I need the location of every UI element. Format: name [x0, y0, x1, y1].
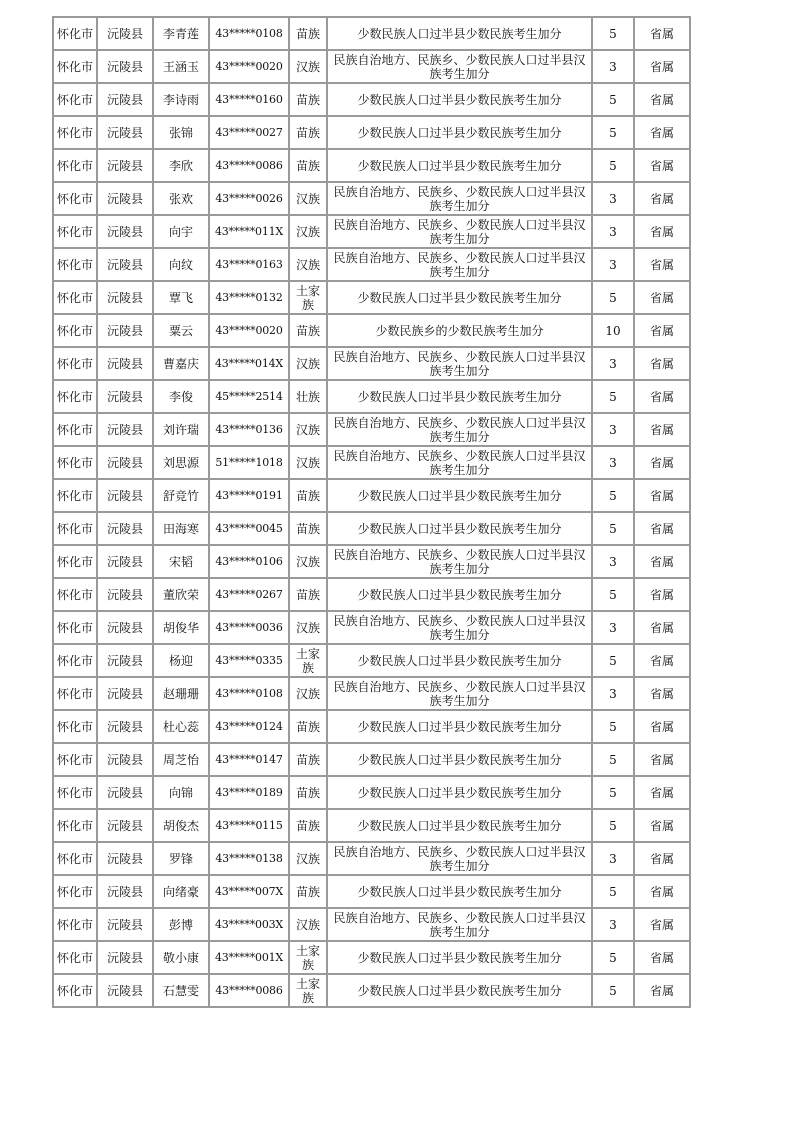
- bonus-reason-cell: 少数民族人口过半县少数民族考生加分: [327, 743, 592, 776]
- city-cell: 怀化市: [53, 941, 97, 974]
- id-number-cell: 43*****0163: [209, 248, 289, 281]
- name-cell: 向锦: [153, 776, 209, 809]
- bonus-points-cell: 5: [592, 149, 634, 182]
- city-cell: 怀化市: [53, 710, 97, 743]
- county-cell: 沅陵县: [97, 116, 153, 149]
- bonus-points-cell: 5: [592, 281, 634, 314]
- name-cell: 石慧雯: [153, 974, 209, 1007]
- ethnicity-cell: 苗族: [289, 512, 327, 545]
- bonus-reason-cell: 民族自治地方、民族乡、少数民族人口过半县汉族考生加分: [327, 50, 592, 83]
- ethnicity-cell: 土家族: [289, 974, 327, 1007]
- bonus-reason-cell: 民族自治地方、民族乡、少数民族人口过半县汉族考生加分: [327, 248, 592, 281]
- level-cell: 省属: [634, 776, 690, 809]
- id-number-cell: 43*****0086: [209, 974, 289, 1007]
- id-number-cell: 43*****0045: [209, 512, 289, 545]
- city-cell: 怀化市: [53, 578, 97, 611]
- level-cell: 省属: [634, 281, 690, 314]
- city-cell: 怀化市: [53, 83, 97, 116]
- name-cell: 杜心蕊: [153, 710, 209, 743]
- county-cell: 沅陵县: [97, 479, 153, 512]
- table-row: [53, 149, 690, 182]
- ethnicity-cell: 汉族: [289, 677, 327, 710]
- id-number-cell: 43*****0147: [209, 743, 289, 776]
- id-number-cell: 51*****1018: [209, 446, 289, 479]
- bonus-reason-cell: 民族自治地方、民族乡、少数民族人口过半县汉族考生加分: [327, 446, 592, 479]
- county-cell: 沅陵县: [97, 380, 153, 413]
- ethnicity-cell: 苗族: [289, 314, 327, 347]
- table-row: [53, 941, 690, 974]
- name-cell: 彭博: [153, 908, 209, 941]
- ethnicity-cell: 苗族: [289, 710, 327, 743]
- bonus-points-cell: 3: [592, 611, 634, 644]
- name-cell: 张欢: [153, 182, 209, 215]
- county-cell: 沅陵县: [97, 974, 153, 1007]
- table-row: [53, 908, 690, 941]
- city-cell: 怀化市: [53, 644, 97, 677]
- ethnicity-cell: 苗族: [289, 17, 327, 50]
- name-cell: 宋韬: [153, 545, 209, 578]
- bonus-points-cell: 3: [592, 347, 634, 380]
- bonus-reason-cell: 少数民族人口过半县少数民族考生加分: [327, 875, 592, 908]
- id-number-cell: 43*****0108: [209, 17, 289, 50]
- bonus-reason-cell: 少数民族人口过半县少数民族考生加分: [327, 17, 592, 50]
- table-row: [53, 380, 690, 413]
- level-cell: 省属: [634, 479, 690, 512]
- id-number-cell: 43*****0138: [209, 842, 289, 875]
- level-cell: 省属: [634, 182, 690, 215]
- id-number-cell: 43*****0026: [209, 182, 289, 215]
- city-cell: 怀化市: [53, 17, 97, 50]
- name-cell: 李青莲: [153, 17, 209, 50]
- county-cell: 沅陵县: [97, 149, 153, 182]
- name-cell: 胡俊华: [153, 611, 209, 644]
- county-cell: 沅陵县: [97, 545, 153, 578]
- county-cell: 沅陵县: [97, 875, 153, 908]
- ethnicity-cell: 汉族: [289, 50, 327, 83]
- bonus-reason-cell: 少数民族人口过半县少数民族考生加分: [327, 776, 592, 809]
- bonus-reason-cell: 民族自治地方、民族乡、少数民族人口过半县汉族考生加分: [327, 677, 592, 710]
- ethnicity-cell: 汉族: [289, 842, 327, 875]
- level-cell: 省属: [634, 248, 690, 281]
- city-cell: 怀化市: [53, 776, 97, 809]
- county-cell: 沅陵县: [97, 677, 153, 710]
- id-number-cell: 43*****0027: [209, 116, 289, 149]
- name-cell: 张锦: [153, 116, 209, 149]
- ethnicity-cell: 汉族: [289, 545, 327, 578]
- id-number-cell: 43*****014X: [209, 347, 289, 380]
- bonus-points-cell: 5: [592, 479, 634, 512]
- level-cell: 省属: [634, 974, 690, 1007]
- county-cell: 沅陵县: [97, 281, 153, 314]
- bonus-points-cell: 10: [592, 314, 634, 347]
- bonus-reason-cell: 民族自治地方、民族乡、少数民族人口过半县汉族考生加分: [327, 545, 592, 578]
- bonus-points-cell: 3: [592, 842, 634, 875]
- bonus-reason-cell: 少数民族人口过半县少数民族考生加分: [327, 512, 592, 545]
- city-cell: 怀化市: [53, 875, 97, 908]
- bonus-points-cell: 5: [592, 578, 634, 611]
- county-cell: 沅陵县: [97, 611, 153, 644]
- name-cell: 向宇: [153, 215, 209, 248]
- table-row: [53, 116, 690, 149]
- level-cell: 省属: [634, 743, 690, 776]
- level-cell: 省属: [634, 941, 690, 974]
- id-number-cell: 43*****011X: [209, 215, 289, 248]
- table-row: [53, 50, 690, 83]
- table-row: [53, 776, 690, 809]
- bonus-points-cell: 5: [592, 809, 634, 842]
- county-cell: 沅陵县: [97, 83, 153, 116]
- name-cell: 向绪豪: [153, 875, 209, 908]
- table-row: [53, 83, 690, 116]
- ethnicity-cell: 汉族: [289, 215, 327, 248]
- bonus-points-cell: 3: [592, 446, 634, 479]
- table-row: [53, 281, 690, 314]
- table-row: [53, 446, 690, 479]
- bonus-points-cell: 3: [592, 215, 634, 248]
- name-cell: 舒竞竹: [153, 479, 209, 512]
- id-number-cell: 43*****0132: [209, 281, 289, 314]
- city-cell: 怀化市: [53, 149, 97, 182]
- county-cell: 沅陵县: [97, 512, 153, 545]
- ethnicity-cell: 苗族: [289, 83, 327, 116]
- id-number-cell: 43*****0124: [209, 710, 289, 743]
- level-cell: 省属: [634, 116, 690, 149]
- city-cell: 怀化市: [53, 116, 97, 149]
- name-cell: 杨迎: [153, 644, 209, 677]
- county-cell: 沅陵县: [97, 710, 153, 743]
- bonus-points-cell: 5: [592, 974, 634, 1007]
- level-cell: 省属: [634, 611, 690, 644]
- county-cell: 沅陵县: [97, 413, 153, 446]
- county-cell: 沅陵县: [97, 182, 153, 215]
- level-cell: 省属: [634, 215, 690, 248]
- table-row: [53, 182, 690, 215]
- table-row: [53, 875, 690, 908]
- bonus-reason-cell: 少数民族人口过半县少数民族考生加分: [327, 83, 592, 116]
- level-cell: 省属: [634, 149, 690, 182]
- name-cell: 李俊: [153, 380, 209, 413]
- id-number-cell: 43*****003X: [209, 908, 289, 941]
- table-row: [53, 842, 690, 875]
- id-number-cell: 43*****0189: [209, 776, 289, 809]
- name-cell: 刘思源: [153, 446, 209, 479]
- table-row: [53, 710, 690, 743]
- bonus-reason-cell: 少数民族人口过半县少数民族考生加分: [327, 974, 592, 1007]
- ethnicity-cell: 苗族: [289, 149, 327, 182]
- bonus-reason-cell: 少数民族乡的少数民族考生加分: [327, 314, 592, 347]
- county-cell: 沅陵县: [97, 578, 153, 611]
- level-cell: 省属: [634, 578, 690, 611]
- bonus-reason-cell: 少数民族人口过半县少数民族考生加分: [327, 941, 592, 974]
- id-number-cell: 43*****0106: [209, 545, 289, 578]
- bonus-reason-cell: 少数民族人口过半县少数民族考生加分: [327, 116, 592, 149]
- city-cell: 怀化市: [53, 182, 97, 215]
- ethnicity-cell: 汉族: [289, 413, 327, 446]
- city-cell: 怀化市: [53, 842, 97, 875]
- county-cell: 沅陵县: [97, 314, 153, 347]
- county-cell: 沅陵县: [97, 776, 153, 809]
- county-cell: 沅陵县: [97, 248, 153, 281]
- bonus-points-cell: 3: [592, 50, 634, 83]
- bonus-reason-cell: 少数民族人口过半县少数民族考生加分: [327, 644, 592, 677]
- bonus-points-cell: 5: [592, 17, 634, 50]
- bonus-points-cell: 5: [592, 116, 634, 149]
- id-number-cell: 45*****2514: [209, 380, 289, 413]
- city-cell: 怀化市: [53, 479, 97, 512]
- name-cell: 罗锋: [153, 842, 209, 875]
- ethnicity-cell: 壮族: [289, 380, 327, 413]
- county-cell: 沅陵县: [97, 941, 153, 974]
- name-cell: 周芝怡: [153, 743, 209, 776]
- city-cell: 怀化市: [53, 248, 97, 281]
- table-row: [53, 578, 690, 611]
- id-number-cell: 43*****0267: [209, 578, 289, 611]
- ethnicity-cell: 苗族: [289, 776, 327, 809]
- table-row: [53, 611, 690, 644]
- county-cell: 沅陵县: [97, 50, 153, 83]
- city-cell: 怀化市: [53, 611, 97, 644]
- table-row: [53, 314, 690, 347]
- name-cell: 胡俊杰: [153, 809, 209, 842]
- county-cell: 沅陵县: [97, 809, 153, 842]
- city-cell: 怀化市: [53, 380, 97, 413]
- table-row: [53, 413, 690, 446]
- city-cell: 怀化市: [53, 974, 97, 1007]
- level-cell: 省属: [634, 314, 690, 347]
- city-cell: 怀化市: [53, 314, 97, 347]
- level-cell: 省属: [634, 512, 690, 545]
- county-cell: 沅陵县: [97, 446, 153, 479]
- table-row: [53, 248, 690, 281]
- ethnicity-cell: 汉族: [289, 347, 327, 380]
- table-row: [53, 17, 690, 50]
- city-cell: 怀化市: [53, 809, 97, 842]
- name-cell: 田海寒: [153, 512, 209, 545]
- ethnicity-cell: 土家族: [289, 281, 327, 314]
- id-number-cell: 43*****0160: [209, 83, 289, 116]
- table-row: [53, 545, 690, 578]
- bonus-points-cell: 3: [592, 545, 634, 578]
- name-cell: 赵珊珊: [153, 677, 209, 710]
- level-cell: 省属: [634, 83, 690, 116]
- id-number-cell: 43*****0191: [209, 479, 289, 512]
- level-cell: 省属: [634, 347, 690, 380]
- name-cell: 李欣: [153, 149, 209, 182]
- level-cell: 省属: [634, 446, 690, 479]
- city-cell: 怀化市: [53, 281, 97, 314]
- id-number-cell: 43*****0086: [209, 149, 289, 182]
- level-cell: 省属: [634, 908, 690, 941]
- level-cell: 省属: [634, 677, 690, 710]
- city-cell: 怀化市: [53, 215, 97, 248]
- name-cell: 覃飞: [153, 281, 209, 314]
- table-row: [53, 974, 690, 1007]
- level-cell: 省属: [634, 545, 690, 578]
- table-row: [53, 644, 690, 677]
- bonus-reason-cell: 民族自治地方、民族乡、少数民族人口过半县汉族考生加分: [327, 908, 592, 941]
- bonus-points-cell: 3: [592, 413, 634, 446]
- county-cell: 沅陵县: [97, 17, 153, 50]
- name-cell: 董欣荣: [153, 578, 209, 611]
- county-cell: 沅陵县: [97, 347, 153, 380]
- table-row: [53, 677, 690, 710]
- name-cell: 粟云: [153, 314, 209, 347]
- city-cell: 怀化市: [53, 50, 97, 83]
- name-cell: 王涵玉: [153, 50, 209, 83]
- bonus-points-cell: 5: [592, 644, 634, 677]
- level-cell: 省属: [634, 413, 690, 446]
- id-number-cell: 43*****0036: [209, 611, 289, 644]
- id-number-cell: 43*****007X: [209, 875, 289, 908]
- id-number-cell: 43*****0115: [209, 809, 289, 842]
- level-cell: 省属: [634, 809, 690, 842]
- ethnicity-cell: 苗族: [289, 479, 327, 512]
- id-number-cell: 43*****0020: [209, 50, 289, 83]
- city-cell: 怀化市: [53, 908, 97, 941]
- bonus-points-table: [52, 16, 691, 1008]
- bonus-reason-cell: 民族自治地方、民族乡、少数民族人口过半县汉族考生加分: [327, 182, 592, 215]
- bonus-points-cell: 5: [592, 83, 634, 116]
- table-row: [53, 479, 690, 512]
- county-cell: 沅陵县: [97, 215, 153, 248]
- bonus-points-cell: 3: [592, 182, 634, 215]
- table-row: [53, 743, 690, 776]
- bonus-points-cell: 5: [592, 941, 634, 974]
- level-cell: 省属: [634, 17, 690, 50]
- city-cell: 怀化市: [53, 413, 97, 446]
- ethnicity-cell: 汉族: [289, 248, 327, 281]
- city-cell: 怀化市: [53, 545, 97, 578]
- bonus-points-cell: 5: [592, 380, 634, 413]
- id-number-cell: 43*****0136: [209, 413, 289, 446]
- bonus-reason-cell: 少数民族人口过半县少数民族考生加分: [327, 479, 592, 512]
- bonus-reason-cell: 民族自治地方、民族乡、少数民族人口过半县汉族考生加分: [327, 413, 592, 446]
- bonus-reason-cell: 少数民族人口过半县少数民族考生加分: [327, 578, 592, 611]
- id-number-cell: 43*****001X: [209, 941, 289, 974]
- name-cell: 曹嘉庆: [153, 347, 209, 380]
- id-number-cell: 43*****0020: [209, 314, 289, 347]
- ethnicity-cell: 汉族: [289, 908, 327, 941]
- level-cell: 省属: [634, 842, 690, 875]
- ethnicity-cell: 苗族: [289, 809, 327, 842]
- bonus-points-cell: 5: [592, 743, 634, 776]
- level-cell: 省属: [634, 380, 690, 413]
- bonus-points-cell: 5: [592, 776, 634, 809]
- bonus-reason-cell: 民族自治地方、民族乡、少数民族人口过半县汉族考生加分: [327, 842, 592, 875]
- bonus-reason-cell: 少数民族人口过半县少数民族考生加分: [327, 380, 592, 413]
- name-cell: 向纹: [153, 248, 209, 281]
- city-cell: 怀化市: [53, 743, 97, 776]
- bonus-reason-cell: 民族自治地方、民族乡、少数民族人口过半县汉族考生加分: [327, 215, 592, 248]
- bonus-points-cell: 3: [592, 908, 634, 941]
- table-row: [53, 809, 690, 842]
- level-cell: 省属: [634, 50, 690, 83]
- city-cell: 怀化市: [53, 677, 97, 710]
- bonus-points-cell: 3: [592, 248, 634, 281]
- level-cell: 省属: [634, 875, 690, 908]
- table-row: [53, 215, 690, 248]
- ethnicity-cell: 苗族: [289, 743, 327, 776]
- id-number-cell: 43*****0108: [209, 677, 289, 710]
- bonus-points-cell: 5: [592, 512, 634, 545]
- table-row: [53, 512, 690, 545]
- ethnicity-cell: 苗族: [289, 116, 327, 149]
- bonus-reason-cell: 少数民族人口过半县少数民族考生加分: [327, 149, 592, 182]
- ethnicity-cell: 汉族: [289, 611, 327, 644]
- city-cell: 怀化市: [53, 446, 97, 479]
- ethnicity-cell: 苗族: [289, 875, 327, 908]
- table-row: [53, 347, 690, 380]
- ethnicity-cell: 苗族: [289, 578, 327, 611]
- bonus-points-cell: 3: [592, 677, 634, 710]
- ethnicity-cell: 土家族: [289, 644, 327, 677]
- name-cell: 刘许瑞: [153, 413, 209, 446]
- county-cell: 沅陵县: [97, 743, 153, 776]
- city-cell: 怀化市: [53, 347, 97, 380]
- county-cell: 沅陵县: [97, 842, 153, 875]
- ethnicity-cell: 汉族: [289, 182, 327, 215]
- bonus-points-cell: 5: [592, 710, 634, 743]
- bonus-reason-cell: 少数民族人口过半县少数民族考生加分: [327, 710, 592, 743]
- county-cell: 沅陵县: [97, 908, 153, 941]
- bonus-reason-cell: 民族自治地方、民族乡、少数民族人口过半县汉族考生加分: [327, 347, 592, 380]
- name-cell: 李诗雨: [153, 83, 209, 116]
- bonus-reason-cell: 民族自治地方、民族乡、少数民族人口过半县汉族考生加分: [327, 611, 592, 644]
- bonus-reason-cell: 少数民族人口过半县少数民族考生加分: [327, 809, 592, 842]
- level-cell: 省属: [634, 644, 690, 677]
- table-body: [53, 17, 690, 1007]
- ethnicity-cell: 土家族: [289, 941, 327, 974]
- city-cell: 怀化市: [53, 512, 97, 545]
- bonus-reason-cell: 少数民族人口过半县少数民族考生加分: [327, 281, 592, 314]
- ethnicity-cell: 汉族: [289, 446, 327, 479]
- name-cell: 敬小康: [153, 941, 209, 974]
- level-cell: 省属: [634, 710, 690, 743]
- id-number-cell: 43*****0335: [209, 644, 289, 677]
- county-cell: 沅陵县: [97, 644, 153, 677]
- bonus-points-cell: 5: [592, 875, 634, 908]
